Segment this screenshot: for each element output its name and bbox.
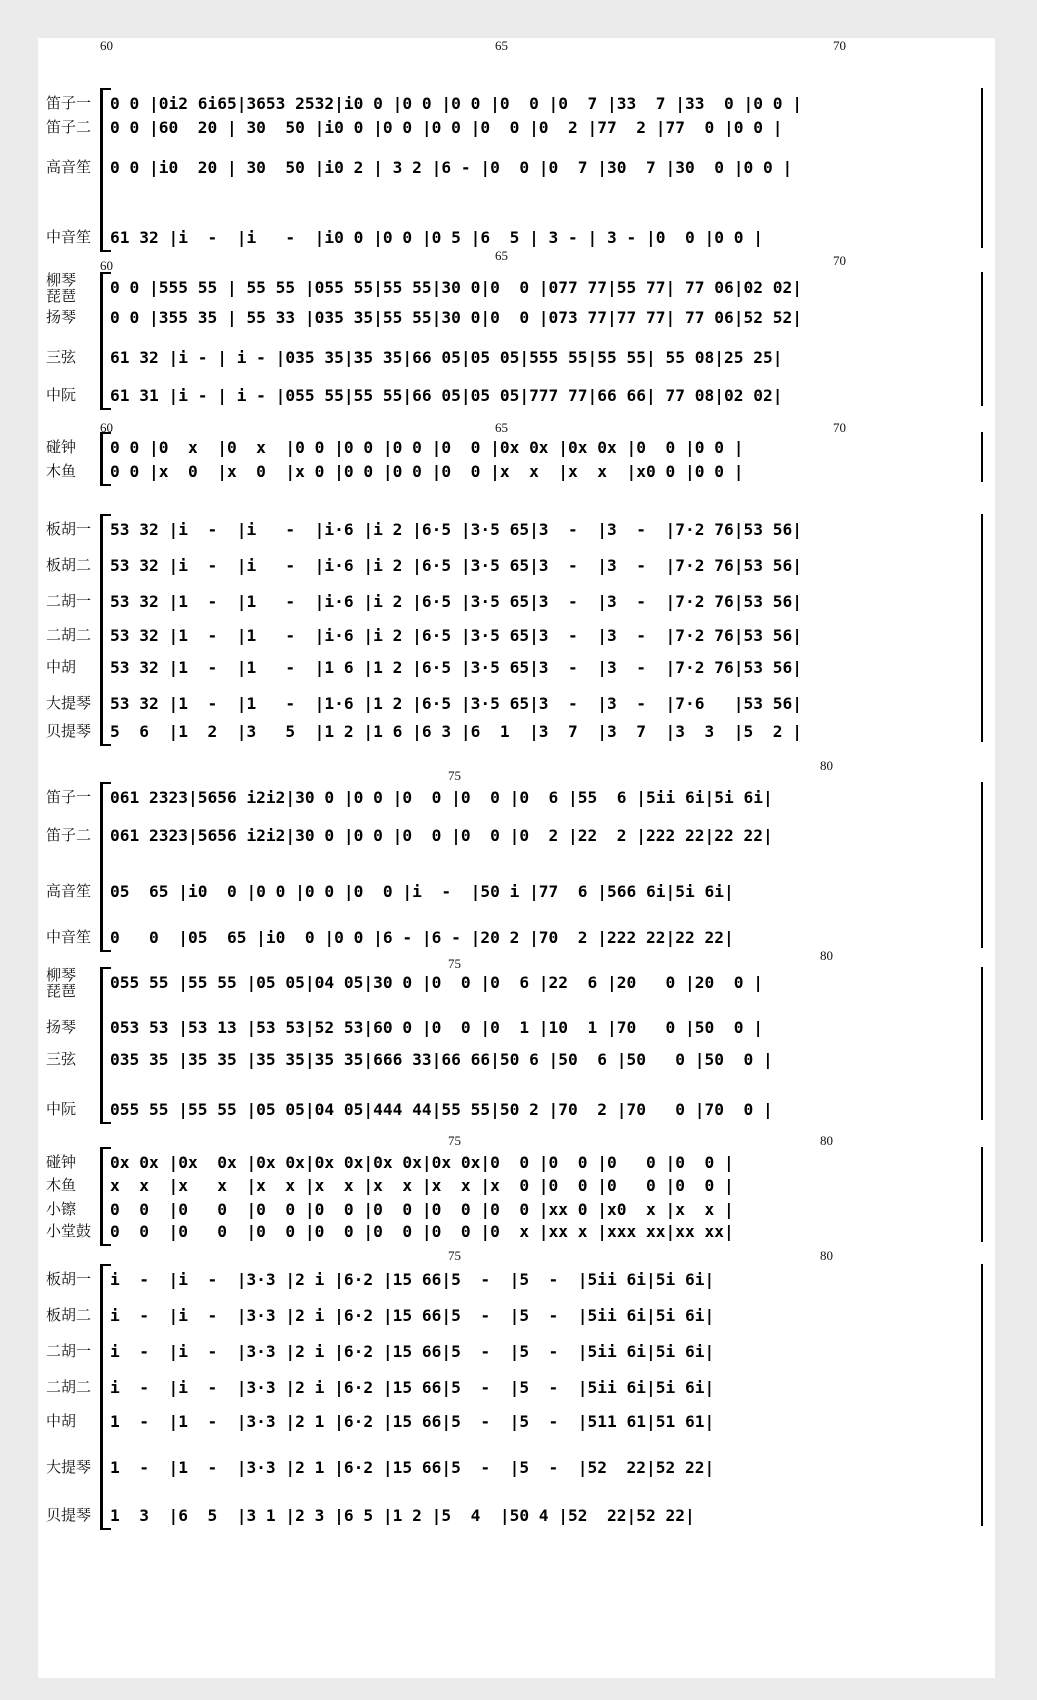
measure-number: 70 — [833, 38, 846, 53]
instrument-name: 中音笙 — [46, 928, 92, 946]
instrument-name: 二胡二 — [46, 626, 92, 644]
instrument-name: 大提琴 — [46, 1458, 92, 1476]
instrument-name: 木鱼 — [46, 1176, 77, 1194]
staff-notes: 1 3 |6 5 |3 1 |2 3 |6 5 |1 2 |5 4 |50 4 |52 22|52 22| — [110, 1506, 695, 1525]
staff-notes: 0 0 |60 20 | 30 50 |i0 0 |0 0 |0 0 |0 0 |0 2 |77 2 |77 0 |0 0 | — [110, 118, 783, 137]
instrument-name: 笛子一 — [46, 788, 92, 806]
measure-number: 65 — [495, 420, 508, 435]
staff-notes: i - |i - |3·3 |2 i |6·2 |15 66|5 - |5 - |5ii 6i|5i 6i| — [110, 1342, 715, 1361]
instrument-name: 高音笙 — [46, 882, 92, 900]
measure-number: 75 — [448, 768, 461, 783]
instrument-name: 二胡一 — [46, 592, 92, 610]
staff-notes: 061 2323|5656 i2i2|30 0 |0 0 |0 0 |0 0 |0 6 |55 6 |5ii 6i|5i 6i| — [110, 788, 773, 807]
instrument-name: 柳琴 琵琶 — [46, 271, 77, 305]
staff-notes: 0 0 |355 35 | 55 33 |035 35|55 55|30 0|0 0 |073 77|77 77| 77 06|52 52| — [110, 308, 802, 327]
measure-number: 75 — [448, 1248, 461, 1263]
instrument-name: 中胡 — [46, 658, 77, 676]
measure-number: 60 — [100, 420, 113, 435]
instrument-name: 柳琴 琵琶 — [46, 966, 77, 1000]
staff-notes: 0 0 |05 65 |i0 0 |0 0 |6 - |6 - |20 2 |70 2 |222 22|22 22| — [110, 928, 734, 947]
measure-number: 60 — [100, 38, 113, 53]
staff-notes: 53 32 |1 - |1 - |1 6 |1 2 |6·5 |3·5 65|3 - |3 - |7·2 76|53 56| — [110, 658, 802, 677]
instrument-name: 小堂鼓 — [46, 1222, 92, 1240]
staff-notes: 61 32 |i - |i - |i0 0 |0 0 |0 5 |6 5 | 3 - | 3 - |0 0 |0 0 | — [110, 228, 763, 247]
instrument-name: 贝提琴 — [46, 1506, 92, 1524]
measure-number: 65 — [495, 38, 508, 53]
staff-notes: 61 31 |i - | i - |055 55|55 55|66 05|05 05|777 77|66 66| 77 08|02 02| — [110, 386, 783, 405]
instrument-name: 三弦 — [46, 1050, 77, 1068]
instrument-name: 板胡一 — [46, 520, 92, 538]
measure-number: 60 — [100, 258, 113, 273]
measure-number: 75 — [448, 956, 461, 971]
staff-notes: 0 0 |x 0 |x 0 |x 0 |0 0 |0 0 |0 0 |x x |x x |x0 0 |0 0 | — [110, 462, 744, 481]
instrument-name: 板胡二 — [46, 556, 92, 574]
instrument-name: 笛子一 — [46, 94, 92, 112]
instrument-name: 碰钟 — [46, 1153, 77, 1171]
staff-notes: 1 - |1 - |3·3 |2 1 |6·2 |15 66|5 - |5 - |52 22|52 22| — [110, 1458, 715, 1477]
instrument-name: 笛子二 — [46, 118, 92, 136]
instrument-name: 扬琴 — [46, 1018, 77, 1036]
instrument-name: 扬琴 — [46, 308, 77, 326]
measure-number: 80 — [820, 1248, 833, 1263]
instrument-name: 大提琴 — [46, 694, 92, 712]
instrument-name: 二胡一 — [46, 1342, 92, 1360]
instrument-name: 三弦 — [46, 348, 77, 366]
staff-notes: 053 53 |53 13 |53 53|52 53|60 0 |0 0 |0 1 |10 1 |70 0 |50 0 | — [110, 1018, 763, 1037]
staff-notes: 061 2323|5656 i2i2|30 0 |0 0 |0 0 |0 0 |0 2 |22 2 |222 22|22 22| — [110, 826, 773, 845]
measure-number: 80 — [820, 948, 833, 963]
staff-notes: 055 55 |55 55 |05 05|04 05|30 0 |0 0 |0 6 |22 6 |20 0 |20 0 | — [110, 973, 763, 992]
measure-number: 80 — [820, 758, 833, 773]
measure-number: 65 — [495, 248, 508, 263]
instrument-name: 板胡一 — [46, 1270, 92, 1288]
measure-number: 70 — [833, 420, 846, 435]
staff-notes: 055 55 |55 55 |05 05|04 05|444 44|55 55|50 2 |70 2 |70 0 |70 0 | — [110, 1100, 773, 1119]
staff-notes: 0 0 |0 0 |0 0 |0 0 |0 0 |0 0 |0 0 |xx 0 |x0 x |x x | — [110, 1200, 734, 1219]
staff-notes: 0x 0x |0x 0x |0x 0x|0x 0x|0x 0x|0x 0x|0 0 |0 0 |0 0 |0 0 | — [110, 1153, 734, 1172]
staff-notes: 05 65 |i0 0 |0 0 |0 0 |0 0 |i - |50 i |77 6 |566 6i|5i 6i| — [110, 882, 734, 901]
staff-group-bracket — [100, 1264, 111, 1530]
staff-notes: i - |i - |3·3 |2 i |6·2 |15 66|5 - |5 - |5ii 6i|5i 6i| — [110, 1306, 715, 1325]
staff-notes: 0 0 |0i2 6i65|3653 2532|i0 0 |0 0 |0 0 |0 0 |0 7 |33 7 |33 0 |0 0 | — [110, 94, 802, 113]
instrument-name: 碰钟 — [46, 438, 77, 456]
staff-notes: 53 32 |1 - |1 - |i·6 |i 2 |6·5 |3·5 65|3 - |3 - |7·2 76|53 56| — [110, 626, 802, 645]
staff-group-bracket — [100, 782, 111, 952]
instrument-name: 笛子二 — [46, 826, 92, 844]
measure-number: 70 — [833, 253, 846, 268]
measure-number: 75 — [448, 1133, 461, 1148]
instrument-name: 板胡二 — [46, 1306, 92, 1324]
instrument-name: 二胡二 — [46, 1378, 92, 1396]
staff-notes: i - |i - |3·3 |2 i |6·2 |15 66|5 - |5 - |5ii 6i|5i 6i| — [110, 1270, 715, 1289]
staff-notes: 61 32 |i - | i - |035 35|35 35|66 05|05 05|555 55|55 55| 55 08|25 25| — [110, 348, 783, 367]
instrument-name: 中胡 — [46, 1412, 77, 1430]
instrument-name: 木鱼 — [46, 462, 77, 480]
staff-notes: 53 32 |1 - |1 - |i·6 |i 2 |6·5 |3·5 65|3 - |3 - |7·2 76|53 56| — [110, 592, 802, 611]
staff-notes: 5 6 |1 2 |3 5 |1 2 |1 6 |6 3 |6 1 |3 7 |3 7 |3 3 |5 2 | — [110, 722, 802, 741]
staff-notes: i - |i - |3·3 |2 i |6·2 |15 66|5 - |5 - |5ii 6i|5i 6i| — [110, 1378, 715, 1397]
staff-notes: x x |x x |x x |x x |x x |x x |x 0 |0 0 |0 0 |0 0 | — [110, 1176, 734, 1195]
staff-notes: 53 32 |i - |i - |i·6 |i 2 |6·5 |3·5 65|3 - |3 - |7·2 76|53 56| — [110, 556, 802, 575]
instrument-name: 中阮 — [46, 386, 77, 404]
instrument-name: 贝提琴 — [46, 722, 92, 740]
instrument-name: 中阮 — [46, 1100, 77, 1118]
staff-notes: 53 32 |1 - |1 - |1·6 |1 2 |6·5 |3·5 65|3 - |3 - |7·6 |53 56| — [110, 694, 802, 713]
score-page — [38, 38, 995, 1678]
instrument-name: 高音笙 — [46, 158, 92, 176]
staff-notes: 035 35 |35 35 |35 35|35 35|666 33|66 66|50 6 |50 6 |50 0 |50 0 | — [110, 1050, 773, 1069]
instrument-name: 中音笙 — [46, 228, 92, 246]
staff-notes: 0 0 |0 0 |0 0 |0 0 |0 0 |0 0 |0 x |xx x |xxx xx|xx xx| — [110, 1222, 734, 1241]
instrument-name: 小镲 — [46, 1200, 77, 1218]
staff-notes: 1 - |1 - |3·3 |2 1 |6·2 |15 66|5 - |5 - |511 61|51 61| — [110, 1412, 715, 1431]
staff-notes: 0 0 |555 55 | 55 55 |055 55|55 55|30 0|0 0 |077 77|55 77| 77 06|02 02| — [110, 278, 802, 297]
staff-notes: 0 0 |0 x |0 x |0 0 |0 0 |0 0 |0 0 |0x 0x |0x 0x |0 0 |0 0 | — [110, 438, 744, 457]
measure-number: 80 — [820, 1133, 833, 1148]
staff-notes: 0 0 |i0 20 | 30 50 |i0 2 | 3 2 |6 - |0 0 |0 7 |30 7 |30 0 |0 0 | — [110, 158, 793, 177]
staff-notes: 53 32 |i - |i - |i·6 |i 2 |6·5 |3·5 65|3 - |3 - |7·2 76|53 56| — [110, 520, 802, 539]
